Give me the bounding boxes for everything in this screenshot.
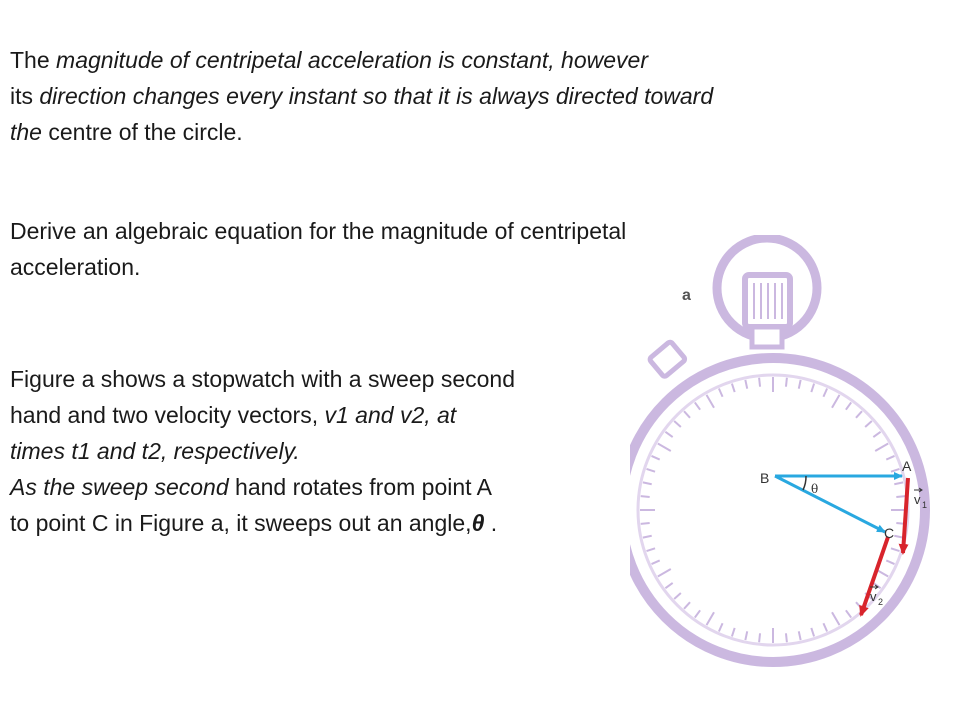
svg-text:v: v [870, 589, 877, 604]
velocity-v1-arrow [903, 478, 908, 553]
stopwatch-case [630, 358, 928, 662]
tick-mark [641, 496, 650, 497]
point-c-label: C [884, 525, 895, 541]
stopwatch-crown [717, 238, 817, 347]
tick-mark [674, 421, 681, 427]
tick-mark [846, 402, 851, 409]
tick-mark [651, 560, 659, 564]
text-line: acceleration. [10, 254, 141, 280]
tick-mark [647, 548, 656, 551]
text-line: its direction changes every instant so that it is always directed toward [10, 83, 714, 109]
tick-mark [643, 482, 652, 484]
tick-mark [811, 628, 814, 637]
text-line: Derive an algebraic equation for the magnitude of centripetal [10, 218, 627, 244]
tick-mark [856, 602, 862, 609]
tick-mark [707, 395, 715, 408]
text-line: The magnitude of centripetal acceleration is constant, however [10, 47, 648, 73]
radius-vector-bc [775, 476, 885, 532]
stopwatch-diagram [630, 235, 960, 720]
text-line: to point C in Figure a, it sweeps out an angle,θ . [10, 510, 498, 536]
tick-mark [799, 631, 801, 640]
tick-mark [799, 380, 801, 389]
tick-mark [641, 523, 650, 524]
tick-mark [832, 612, 840, 625]
tick-mark [719, 388, 723, 396]
point-a-label: A [902, 458, 912, 474]
tick-mark [695, 610, 700, 617]
text-line: As the sweep second hand rotates from point A [10, 474, 493, 500]
stopwatch-figure [630, 235, 960, 720]
tick-mark [823, 623, 827, 631]
tick-mark [886, 560, 894, 564]
tick-mark [647, 469, 656, 472]
tick-mark [786, 378, 787, 387]
tick-mark [896, 496, 905, 497]
tick-mark [786, 633, 787, 642]
svg-text:v: v [914, 492, 921, 507]
tick-mark [759, 378, 760, 387]
stopwatch-side-button [649, 341, 686, 377]
tick-mark [875, 444, 888, 452]
angle-arc [803, 476, 806, 490]
tick-mark [745, 631, 747, 640]
text-line: Figure a shows a stopwatch with a sweep second [10, 366, 515, 392]
point-b-label: B [760, 470, 770, 486]
tick-mark [684, 411, 690, 418]
tick-mark [891, 469, 900, 472]
tick-mark [894, 482, 903, 484]
tick-mark [695, 402, 700, 409]
paragraph-figure-description [10, 361, 670, 541]
tick-mark [745, 380, 747, 389]
tick-mark [674, 593, 681, 599]
tick-mark [891, 548, 900, 551]
paragraph-centripetal-direction [10, 42, 940, 150]
tick-mark [865, 421, 872, 427]
tick-mark [651, 456, 659, 460]
angle-label: θ [811, 482, 819, 496]
tick-mark [665, 583, 672, 588]
stopwatch-face [638, 375, 908, 645]
tick-mark [684, 602, 690, 609]
text-line: times t1 and t2, respectively. [10, 438, 300, 464]
tick-mark [719, 623, 723, 631]
tick-mark [658, 569, 671, 577]
tick-mark [846, 610, 851, 617]
svg-text:2: 2 [878, 597, 884, 607]
figure-label: a [682, 287, 691, 304]
tick-mark [759, 633, 760, 642]
tick-mark [823, 388, 827, 396]
text-line: hand and two velocity vectors, v1 and v2, at [10, 402, 457, 428]
svg-text:1: 1 [922, 500, 928, 510]
tick-mark [856, 411, 862, 418]
tick-mark [873, 432, 880, 437]
tick-mark [658, 444, 671, 452]
text-line: the centre of the circle. [10, 119, 243, 145]
tick-mark [732, 628, 735, 637]
tick-mark [732, 384, 735, 393]
tick-mark [665, 432, 672, 437]
tick-mark [811, 384, 814, 393]
tick-mark [707, 612, 715, 625]
tick-mark [643, 536, 652, 538]
tick-mark [832, 395, 840, 408]
tick-mark [886, 456, 894, 460]
tick-mark [894, 536, 903, 538]
